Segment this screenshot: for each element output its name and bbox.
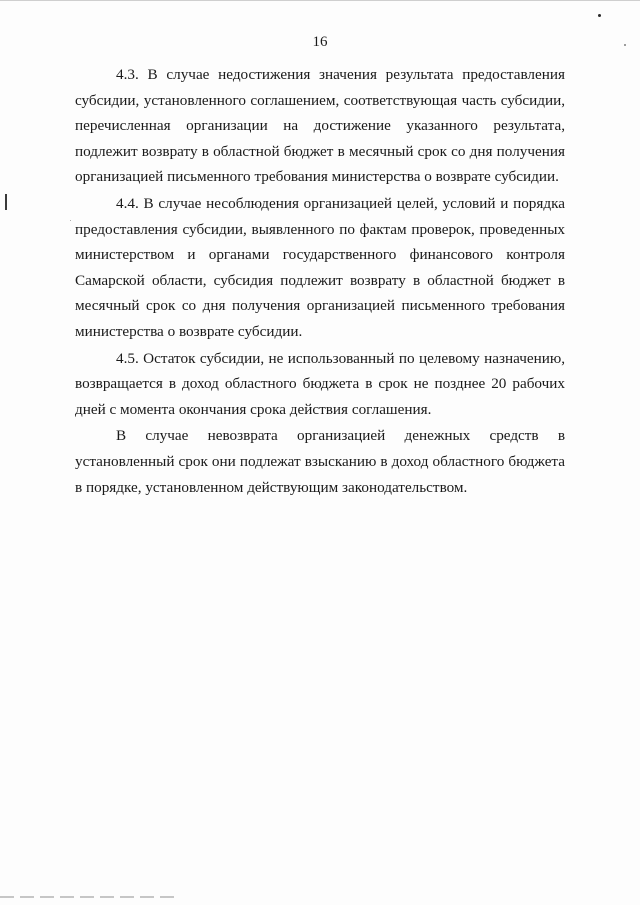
paragraph-4-3: 4.3. В случае недостижения значения результата предоставления субсидии, установленного соглашением, соответствующая часть субсидии, перечисленная организации на достижение указанного результата, подлежит возврату в областной бюджет в месячный срок со дня получения организацией письменного требования министерства о возврате субсидии. [75, 66, 565, 186]
paragraph-4-4: 4.4. В случае несоблюдения организацией целей, условий и порядка предоставления субсидии, выявленного по фактам проверок, проведенных министерством и органами государственного финансового контроля Самарской области, субсидия подлежит возврату в областной бюджет в месячный срок со дня получения организацией письменного требования министерства о возврате субсидии. [75, 194, 565, 340]
scan-speck [70, 220, 71, 221]
document-body [75, 62, 565, 500]
scan-top-edge [0, 0, 640, 1]
page-number: 16 [312, 34, 328, 50]
scan-bottom-edge [0, 896, 180, 898]
scan-speck [624, 44, 626, 46]
paragraph-4-5-continuation: В случае невозврата организацией денежных средств в установленный срок они подлежат взысканию в доход областного бюджета в порядке, установленном действующим законодательством. [75, 427, 565, 496]
margin-mark [5, 194, 7, 210]
paragraph-4-5: 4.5. Остаток субсидии, не использованный по целевому назначению, возвращается в доход областного бюджета в срок не позднее 20 рабочих дней с момента окончания срока действия соглашения. [75, 349, 565, 418]
scan-speck [598, 14, 601, 17]
